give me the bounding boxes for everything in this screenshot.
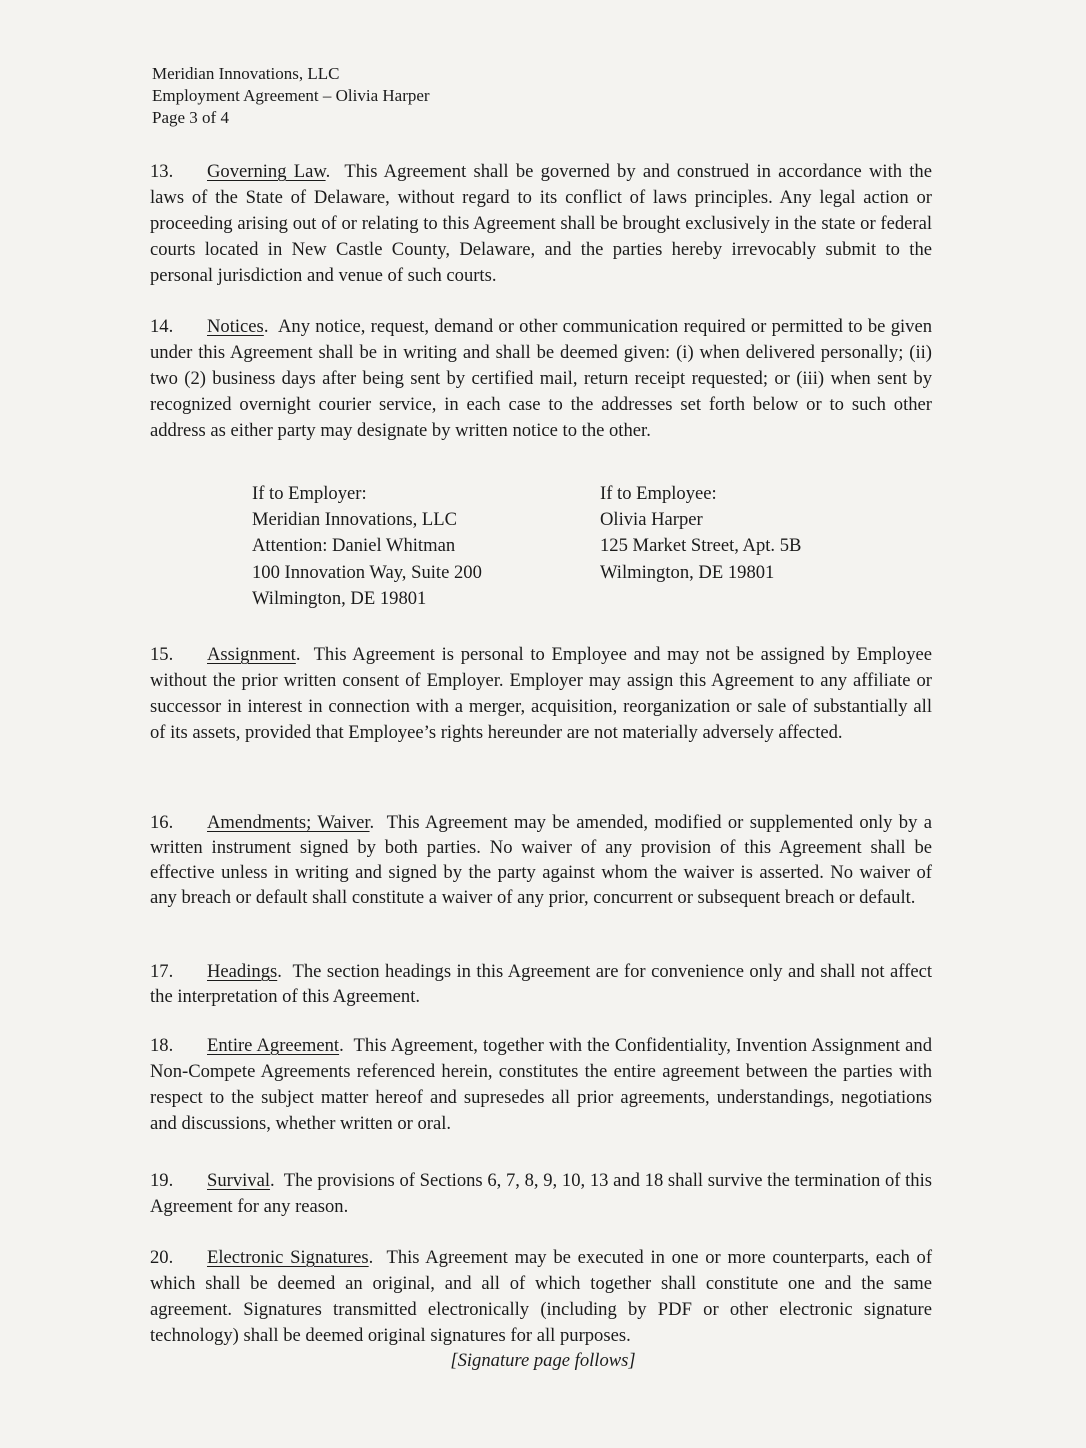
- section-text: This Agreement may be executed in one or more counterparts, each of which shall be deemed an original, and all of which together shall constitute one and the same agreement. Signatures transmitted electronically (including by PDF or other electronic signature technology) shall be deemed original signatures for all purposes.: [150, 1247, 933, 1346]
- section-text: The provisions of Sections 6, 7, 8, 9, 10, 13 and 18 shall survive the termination of this Agreement for any reason.: [150, 1170, 933, 1217]
- employer-address-block: [252, 481, 482, 612]
- section-number: 16.: [150, 812, 174, 833]
- signature-page-note: [Signature page follows]: [450, 1350, 636, 1371]
- employee-address-line: Wilmington, DE 19801: [600, 561, 775, 583]
- employer-address-line: Wilmington, DE 19801: [252, 587, 427, 609]
- section-title: Assignment: [207, 644, 296, 665]
- section-text: This Agreement shall be governed by and construed in accordance with the laws of the State of Delaware, without regard to its conflict of laws principles. Any legal action or proceeding arising out of or relating to this Agreement shall be brought exclusively in the state or federal courts located in New Castle County, Delaware, and the parties hereby irrevocably submit to the personal jurisdiction and venue of such courts.: [150, 161, 932, 286]
- section-title: Headings: [207, 961, 278, 982]
- section-title: Entire Agreement: [207, 1035, 340, 1056]
- section-number: 19.: [150, 1170, 174, 1191]
- employer-address-line: 100 Innovation Way, Suite 200: [252, 561, 482, 583]
- section-text: This Agreement, together with the Confidentiality, Invention Assignment and Non-Compete Agreements referenced herein, constitutes the entire agreement between the parties with respect to the subject matter hereof and supresedes all prior agreements, understandings, negotiations and discussions, whether written or oral.: [150, 1035, 932, 1134]
- section-13: 13. Governing Law. This Agreement shall be governed by and construed in accordance with the laws of the State of Delaware, without regard to its conflict of laws principles. Any legal action or proceeding arising out of or relating to this Agreement shall be brought exclusively in the state or federal courts located in New Castle County, Delaware, and the parties hereby irrevocably submit to the personal jurisdiction and venue of such courts.: [150, 161, 932, 286]
- section-title: Survival: [207, 1170, 271, 1191]
- section-text: Any notice, request, demand or other communication required or permitted to be given under this Agreement shall be in writing and shall be deemed given: (i) when delivered personally; (ii) two (2) business days after being sent by certified mail, return receipt requested; or (iii) when sent by recognized overnight courier service, in each case to the addresses set forth below or to such other address as either party may designate by written notice to the other.: [150, 316, 933, 441]
- section-16: 16. Amendments; Waiver. This Agreement may be amended, modified or supplemented only by a written instrument signed by both parties. No waiver of any provision of this Agreement shall be effective unless in writing and signed by the party against whom the waiver is asserted. No waiver of any breach or default shall constitute a waiver of any prior, concurrent or subsequent breach or default.: [150, 812, 933, 908]
- employer-address-heading: If to Employer:: [252, 483, 367, 504]
- section-title: Governing Law: [207, 161, 326, 182]
- header-document-title: Employment Agreement – Olivia Harper: [152, 86, 430, 105]
- section-text: This Agreement is personal to Employee and may not be assigned by Employee without the prior written consent of Employer. Employer may assign this Agreement to any affiliate or successor in interest in connection with a merger, acquisition, reorganization or sale of substantially all of its assets, provided that Employee’s rights hereunder are not materially adversely affected.: [150, 644, 932, 743]
- section-number: 18.: [150, 1035, 174, 1056]
- section-title: Electronic Signatures: [207, 1247, 369, 1268]
- section-15: 15. Assignment. This Agreement is personal to Employee and may not be assigned by Employee without the prior written consent of Employer. Employer may assign this Agreement to any affiliate or successor in interest in connection with a merger, acquisition, reorganization or sale of substantially all of its assets, provided that Employee’s rights hereunder are not materially adversely affected.: [150, 644, 932, 743]
- section-19: 19. Survival. The provisions of Sections 6, 7, 8, 9, 10, 13 and 18 shall survive the termination of this Agreement for any reason.: [150, 1170, 933, 1217]
- section-14: 14. Notices. Any notice, request, demand or other communication required or permitted to be given under this Agreement shall be in writing and shall be deemed given: (i) when delivered personally; (ii) two (2) business days after being sent by certified mail, return receipt requested; or (iii) when sent by recognized overnight courier service, in each case to the addresses set forth below or to such other address as either party may designate by written notice to the other.: [150, 316, 933, 441]
- page-header: [152, 63, 430, 129]
- section-title: Notices: [207, 316, 264, 337]
- section-number: 13.: [150, 161, 174, 182]
- header-page-label: Page 3 of 4: [152, 108, 229, 127]
- employee-address-line: 125 Market Street, Apt. 5B: [600, 535, 802, 557]
- section-title: Amendments; Waiver: [207, 812, 370, 833]
- employee-address-block: [600, 481, 801, 586]
- section-20: 20. Electronic Signatures. This Agreement may be executed in one or more counterparts, each of which shall be deemed an original, and all of which together shall constitute one and the same agreement. Signatures transmitted electronically (including by PDF or other electronic signature technology) shall be deemed original signatures for all purposes.: [150, 1247, 933, 1346]
- section-text: This Agreement may be amended, modified or supplemented only by a written instrument signed by both parties. No waiver of any provision of this Agreement shall be effective unless in writing and signed by the party against whom the waiver is asserted. No waiver of any breach or default shall constitute a waiver of any prior, concurrent or subsequent breach or default.: [150, 812, 933, 908]
- employer-address-line: Meridian Innovations, LLC: [252, 509, 458, 531]
- section-18: 18. Entire Agreement. This Agreement, together with the Confidentiality, Invention Assignment and Non-Compete Agreements referenced herein, constitutes the entire agreement between the parties with respect to the subject matter hereof and supresedes all prior agreements, understandings, negotiations and discussions, whether written or oral.: [150, 1035, 932, 1134]
- employer-address-line: Attention: Daniel Whitman: [252, 535, 456, 557]
- section-17: 17. Headings. The section headings in this Agreement are for convenience only and shall not affect the interpretation of this Agreement.: [150, 961, 933, 1007]
- section-number: 14.: [150, 316, 174, 337]
- section-number: 15.: [150, 644, 174, 665]
- employee-address-heading: If to Employee:: [600, 483, 717, 504]
- section-number: 20.: [150, 1247, 174, 1268]
- section-text: The section headings in this Agreement are for convenience only and shall not affect the interpretation of this Agreement.: [150, 961, 933, 1007]
- section-number: 17.: [150, 961, 174, 982]
- employee-address-line: Olivia Harper: [600, 509, 703, 531]
- header-company: Meridian Innovations, LLC: [152, 64, 340, 83]
